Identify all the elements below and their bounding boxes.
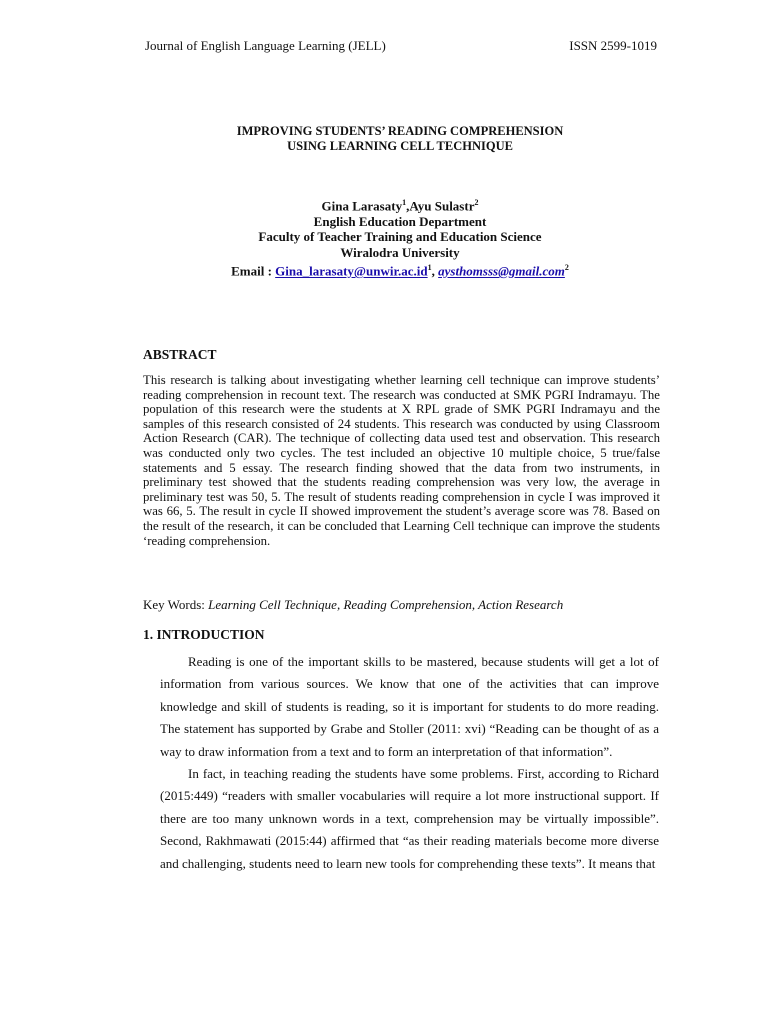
introduction-heading: 1. INTRODUCTION (143, 627, 265, 642)
email-link-2[interactable]: aysthomsss@gmail.com (438, 263, 565, 279)
intro-paragraph-1: Reading is one of the important skills to be mastered, because students will get a lot of information from various sources. We know that one of the activities that can improve knowledge and skill of students is reading, so it is important for students to do more reading. The statement has supported by Grabe and Stoller (2011: xvi) “Reading can be thought of as a way to draw information from a text and to form an interpretation of that information”. (160, 654, 659, 759)
email-2-sup: 2 (564, 263, 569, 273)
email-link-1[interactable]: Gina_larasaty@unwir.ac.id (275, 263, 428, 279)
department: English Education Department (313, 213, 487, 229)
journal-name: Journal of English Language Learning (JELL) (145, 38, 386, 53)
issn: ISSN 2599-1019 (569, 38, 657, 53)
author-2-sup: 2 (474, 198, 479, 207)
author-1: Gina Larasaty (321, 198, 403, 214)
author-2: Ayu Sulastr (409, 198, 475, 214)
running-header (145, 38, 657, 54)
author-block (100, 195, 700, 279)
abstract-body: This research is talking about investigating whether learning cell technique can improve students’ reading comprehension in recount text. The research was conducted at SMK PGRI Indramayu. The population of this research were the students at X RPL grade of SMK PGRI Indramayu and the samples of this research consisted of 24 students. This research was conducted by using Classroom Action Research (CAR). The technique of collecting data used test and observation. This research was conducted only two cycles. The test included an objective 10 multiple choice, 5 true/false statements and 5 essay. The research finding showed that the data from two instruments, in preliminary test showed that the students reading comprehension was very low, the average in preliminary test was 50, 5. The result of students reading comprehension in cycle I was improved it was 66, 5. The result in cycle II showed improvement the student’s average score was 78. Based on the result of the research, it can be concluded that Learning Cell technique can improve the students ‘reading comprehension. (143, 373, 660, 548)
introduction-body (160, 651, 659, 875)
email-line (100, 260, 700, 279)
email-separator: , (431, 263, 439, 279)
keywords-label: Key Words: (143, 597, 209, 612)
email-label: Email : (231, 263, 276, 279)
author-1-sup: 1 (402, 198, 407, 207)
email-1-sup: 1 (427, 263, 432, 273)
intro-paragraph-2: In fact, in teaching reading the students have some problems. First, according to Richard (2015:449) “readers with smaller vocabularies will require a lot more instructional support. If there are too many unknown words in a text, comprehension may be virtually impossible”. Second, Rakhmawati (2015:44) affirmed that “as their reading materials become more diverse and challenging, students need to learn new tools for comprehending these texts”. It means that (160, 766, 659, 871)
keywords (143, 597, 660, 613)
keywords-terms: Learning Cell Technique, Reading Comprehension, Action Research (208, 597, 564, 612)
university: Wiralodra University (340, 244, 460, 260)
title-line-1: IMPROVING STUDENTS’ READING COMPREHENSION (236, 124, 564, 138)
faculty: Faculty of Teacher Training and Education Science (258, 229, 542, 245)
abstract-heading: ABSTRACT (143, 347, 217, 362)
paper-title (100, 124, 700, 154)
title-line-2: USING LEARNING CELL TECHNIQUE (287, 139, 513, 153)
author-separator: , (406, 198, 410, 214)
author-names (100, 195, 700, 214)
